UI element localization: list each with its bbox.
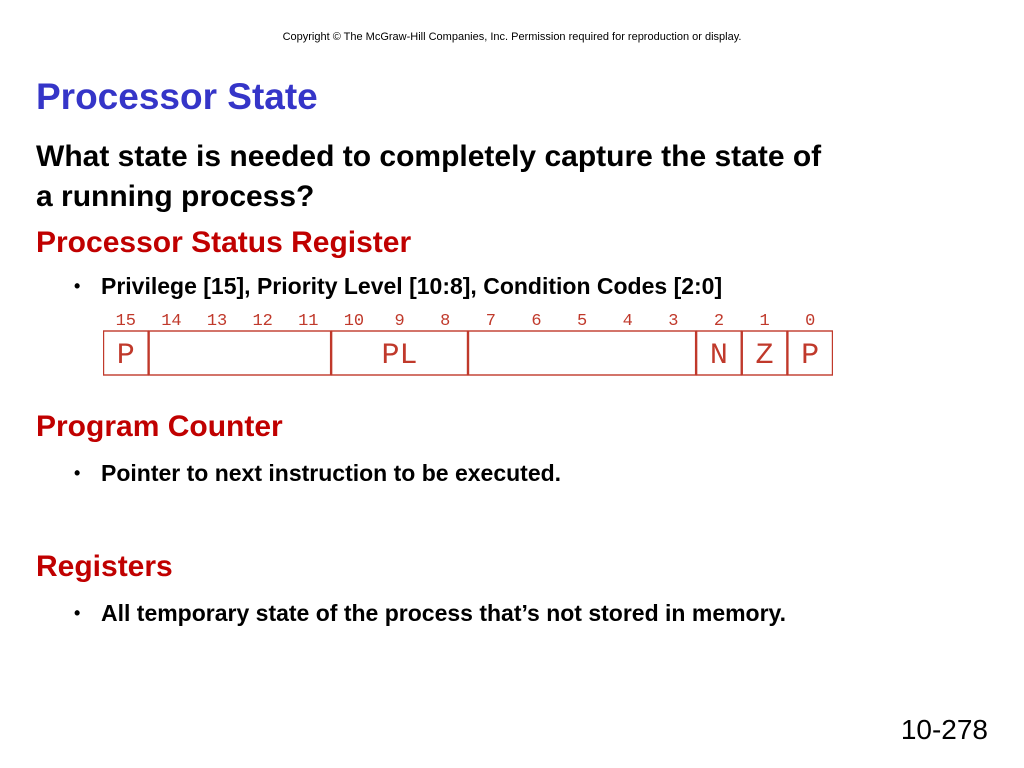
bit-number-label: 0 [805, 312, 816, 331]
bit-number-label: 8 [440, 312, 451, 331]
bullet-dot: • [74, 463, 81, 483]
register-field-box [469, 331, 696, 375]
section-heading-status-register: Processor Status Register [36, 226, 412, 259]
register-field-box [149, 331, 331, 375]
copyright-notice: Copyright © The McGraw-Hill Companies, Inc. Permission required for reproduction or display. [282, 31, 742, 43]
register-field-label: N [709, 339, 728, 373]
bit-number-label: 13 [206, 312, 228, 331]
bullet-program-counter [74, 460, 561, 487]
slide-title: Processor State [36, 76, 318, 117]
bit-number-label: 4 [622, 312, 633, 331]
bullet-dot: • [74, 276, 81, 296]
bit-number-labels [116, 312, 816, 331]
bullet-text: Privilege [15], Priority Level [10:8], Condition Codes [2:0] [101, 273, 723, 299]
bit-number-label: 12 [252, 312, 273, 331]
bullet-dot: • [74, 603, 81, 623]
bit-number-label: 6 [531, 312, 542, 331]
slide-number: 10-278 [900, 714, 988, 745]
bit-number-label: 3 [668, 312, 679, 331]
bit-number-label: 14 [161, 312, 182, 331]
bullet-registers [74, 600, 786, 627]
bit-number-label: 7 [485, 312, 496, 331]
section-heading-program-counter: Program Counter [36, 410, 283, 443]
section-heading-registers: Registers [36, 550, 173, 583]
register-fields [104, 331, 833, 375]
register-field-label: PL [381, 339, 418, 373]
bullet-status-register [74, 273, 722, 300]
bullet-text: Pointer to next instruction to be executed. [101, 460, 562, 486]
register-field-label: P [116, 339, 135, 373]
bit-number-label: 9 [394, 312, 405, 331]
bit-number-label: 1 [759, 312, 770, 331]
bit-number-label: 11 [298, 312, 319, 331]
bit-number-label: 10 [343, 312, 365, 331]
bullet-text: All temporary state of the process that’s not stored in memory. [101, 600, 787, 626]
bit-number-label: 2 [713, 312, 725, 331]
question-text: What state is needed to completely capture the state of a running process? [36, 140, 822, 213]
register-field-label: Z [755, 339, 774, 373]
register-field-label: P [801, 339, 820, 373]
status-register-diagram [103, 309, 833, 377]
bit-number-label: 15 [115, 312, 137, 331]
bit-number-label: 5 [576, 312, 588, 331]
